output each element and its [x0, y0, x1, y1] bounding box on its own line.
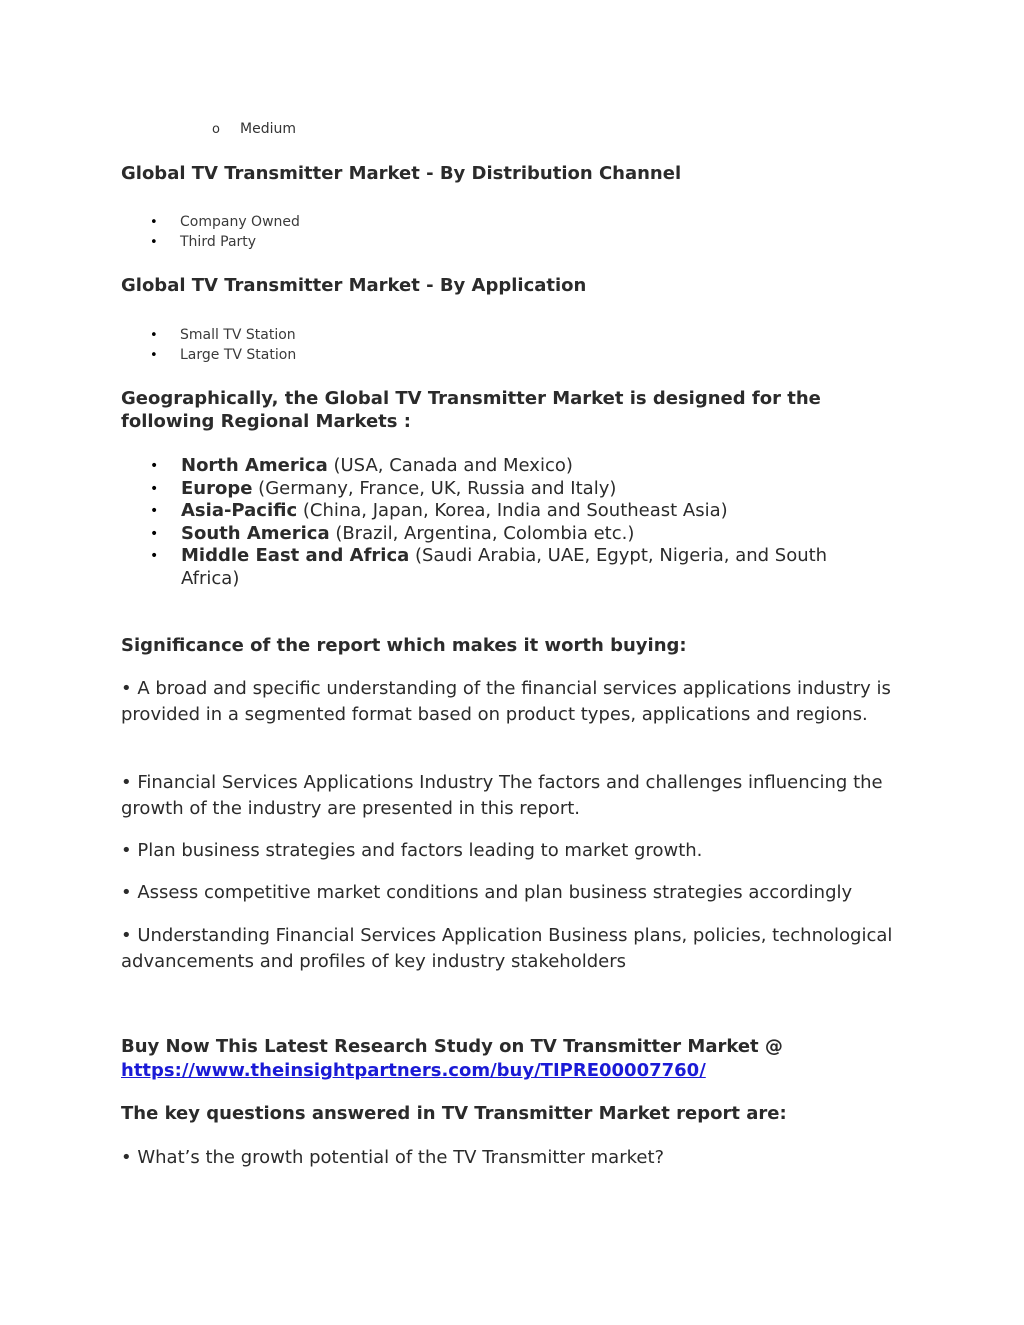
significance-point: • A broad and specific understanding of the financial services applications industry is provided in a segmented format based on product types, applications and regions. — [121, 678, 891, 725]
region-detail: (China, Japan, Korea, India and Southeast Asia) — [297, 500, 728, 521]
region-name: South America — [181, 522, 330, 544]
application-list — [150, 325, 296, 365]
distribution-channel-list — [150, 212, 300, 252]
sub-list-item-text: Medium — [240, 121, 296, 137]
bullet-icon: • — [150, 458, 159, 474]
bullet-icon: • — [150, 348, 158, 363]
bullet-icon: • — [150, 235, 158, 250]
bullet-icon: • — [150, 548, 159, 564]
application-heading: Global TV Transmitter Market - By Application — [121, 275, 587, 296]
distribution-channel-heading: Global TV Transmitter Market - By Distribution Channel — [121, 163, 682, 184]
bullet-icon: • — [150, 503, 159, 519]
buy-now-block — [121, 1035, 901, 1083]
key-questions-heading: The key questions answered in TV Transmitter Market report are: — [121, 1103, 787, 1124]
geography-heading: Geographically, the Global TV Transmitter Market is designed for the following Regional Markets : — [121, 388, 821, 432]
significance-point: • Assess competitive market conditions and plan business strategies accordingly — [121, 882, 853, 903]
region-item — [150, 523, 880, 546]
region-detail: (Germany, France, UK, Russia and Italy) — [252, 477, 617, 499]
region-name: Europe — [181, 477, 253, 499]
bullet-icon: • — [150, 328, 158, 343]
sub-list-item — [212, 121, 296, 137]
region-item — [150, 500, 880, 523]
list-item: • Third Party — [150, 232, 300, 252]
key-question-point: • What’s the growth potential of the TV Transmitter market? — [121, 1147, 665, 1168]
bullet-icon: • — [150, 525, 159, 542]
list-item: • Large TV Station — [150, 345, 296, 365]
buy-now-link[interactable]: https://www.theinsightpartners.com/buy/TIPRE00007760/ — [121, 1060, 706, 1081]
significance-point: • Financial Services Applications Industry The factors and challenges influencing the growth of the industry are presented in this report. — [121, 772, 883, 819]
region-item — [150, 455, 880, 478]
region-detail: (USA, Canada and Mexico) — [327, 455, 573, 476]
region-list — [150, 455, 880, 590]
list-item: • Company Owned — [150, 212, 300, 232]
region-name: Middle East and Africa — [181, 545, 410, 566]
bullet-icon: • — [150, 480, 159, 497]
region-item — [150, 478, 880, 501]
buy-now-text: Buy Now This Latest Research Study on TV Transmitter Market @ — [121, 1036, 783, 1057]
region-name: North America — [181, 455, 328, 476]
significance-heading: Significance of the report which makes it worth buying: — [121, 635, 687, 656]
region-detail: (Brazil, Argentina, Colombia etc.) — [329, 522, 635, 544]
significance-point: • Plan business strategies and factors leading to market growth. — [121, 840, 703, 861]
significance-point: • Understanding Financial Services Application Business plans, policies, technological advancements and profiles of key industry stakeholders — [121, 925, 893, 972]
region-name: Asia-Pacific — [181, 500, 298, 521]
region-item — [150, 545, 880, 590]
list-item: • Small TV Station — [150, 325, 296, 345]
circle-bullet-icon: o — [212, 122, 220, 137]
region-detail: (Saudi Arabia, UAE, Egypt, Nigeria, and South Africa) — [181, 545, 828, 589]
bullet-icon: • — [150, 215, 158, 230]
